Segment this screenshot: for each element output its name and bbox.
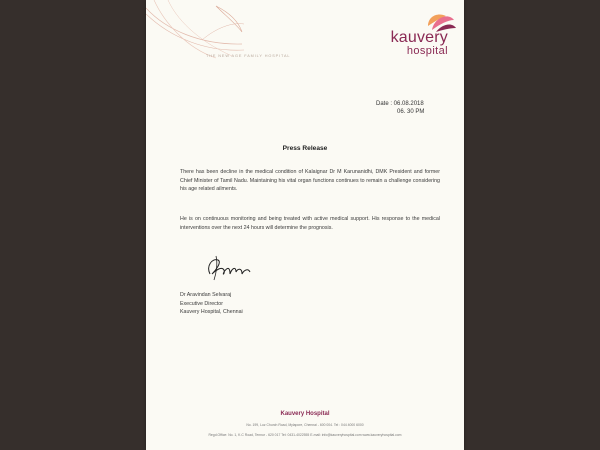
release-time: 06. 30 PM [397, 109, 425, 115]
footer-registered-office: Regd.Office: No. 1, K.C Road, Tennur - 620 017 Tel: 0431-4022555 E-mail: info@kauveryhospital.com www.kauveryhospital.com [208, 433, 402, 437]
body-paragraph: There has been decline in the medical condition of Kalaignar Dr M Karunanidhi, DMK President and former Chief Minister of Tamil Nadu. Maintaining his vital organ functions continues to remain a challenge considering his age related ailments. [180, 169, 440, 193]
signatory-name: Dr Aravindan Selvaraj [180, 292, 232, 298]
brand-subtitle: hospital [406, 45, 448, 57]
signatory-block [180, 291, 243, 317]
signatory-designation: Executive Director [180, 300, 223, 307]
handwritten-signature [202, 252, 258, 282]
body-paragraph: He is on continuous monitoring and being treated with active medical support. His response to the medical interventions over the next 24 hours will determine the prognosis. [180, 216, 440, 231]
document-title: Press Release [282, 145, 328, 152]
letterhead-tagline: THE NEW AGE FAMILY HOSPITAL [206, 54, 291, 58]
brand-name: kauvery [390, 29, 448, 46]
release-date: Date : 06.08.2018 [376, 101, 424, 107]
footer-hospital-name: Kauvery Hospital [280, 411, 330, 417]
letterhead-decoration [146, 0, 246, 60]
signatory-organization: Kauvery Hospital, Chennai [180, 309, 243, 316]
footer-address: No. 199, Luz Church Road, Mylapore, Chennai - 600 004. Tel : 044 4000 6000 [246, 423, 364, 427]
press-release-letter [146, 0, 464, 450]
